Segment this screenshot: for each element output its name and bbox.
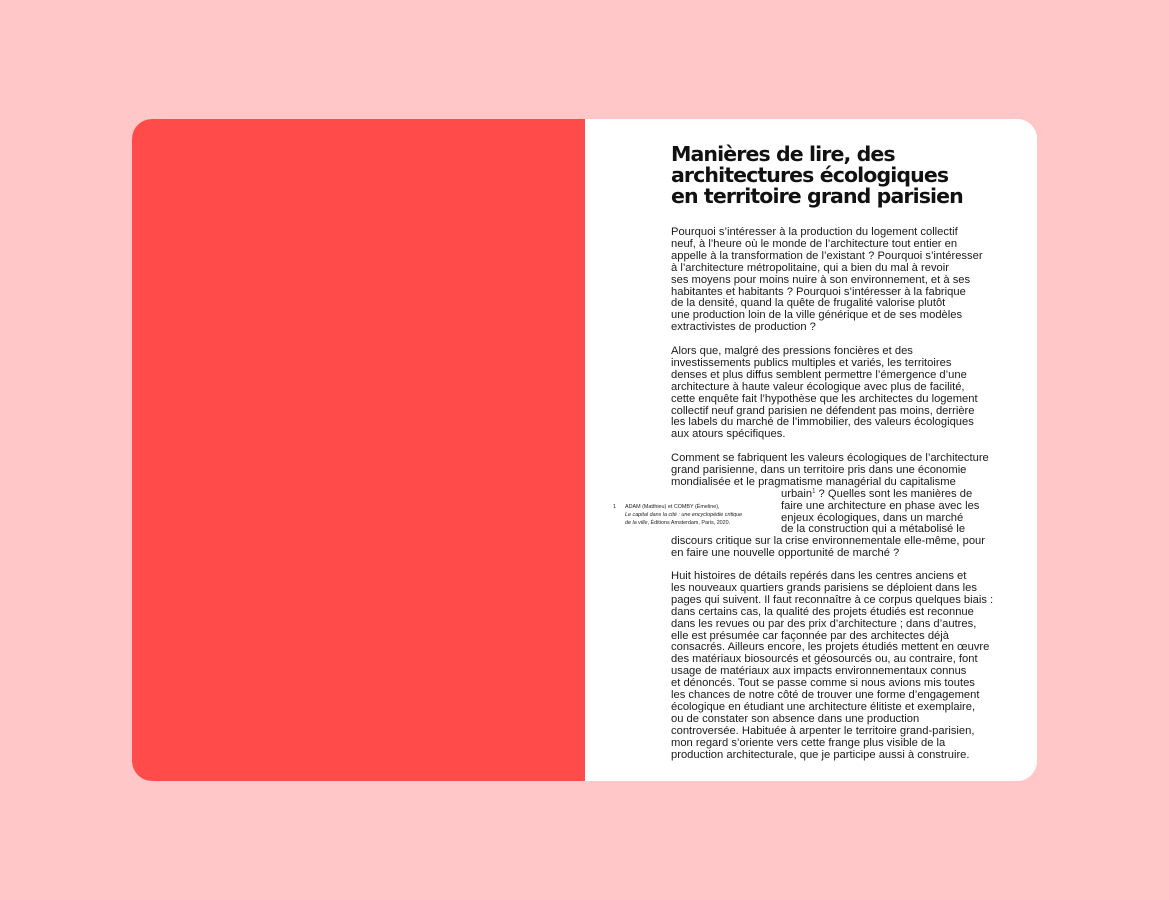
text-line: dans les revues ou par des prix d’architecture ; dans d’autres, — [671, 617, 977, 630]
text-line: appelle à la transformation de l’existant ? Pourquoi s’intéresser — [671, 249, 983, 262]
text-line: usage de matériaux aux impacts environnementaux connus — [671, 665, 967, 678]
text-line: denses et plus diffus semblent permettre l’émergence d’une — [671, 368, 967, 381]
text-line: une production loin de la ville générique et de ses modèles — [671, 309, 963, 322]
text-line: aux atours spécifiques. — [671, 428, 786, 441]
footnote-number: 1 — [613, 504, 616, 510]
footnote-body — [625, 503, 775, 527]
paragraph-2 — [671, 346, 978, 441]
text-line: de la densité, quand la quête de frugalité valorise plutôt — [671, 297, 946, 310]
text-line: habitantes et habitants ? Pourquoi s’intéresser à la fabrique — [671, 285, 966, 298]
title-line: en territoire grand parisien — [671, 184, 963, 208]
text-line: consacrés. Ailleurs encore, les projets étudiés mettent en œuvre — [671, 641, 990, 654]
text-line: production architecturale, que je participe aussi à construire. — [671, 748, 970, 761]
text-line: extractivistes de production ? — [671, 321, 816, 334]
text-line: discours critique sur la crise environnementale elle-même, pour — [671, 535, 986, 548]
chapter-title — [671, 144, 1011, 207]
text-line: ou de constater son absence dans une production — [671, 712, 920, 725]
text-fragment: ? Quelles sont les manières de — [815, 487, 973, 500]
text-line: controversée. Habituée à arpenter le territoire grand-parisien, — [671, 724, 975, 737]
footnote-fragment: , Éditions Amsterdam, Paris, 2020. — [647, 520, 731, 526]
text-line: dans certains cas, la qualité des projets étudiés est reconnue — [671, 605, 974, 618]
text-line: Comment se fabriquent les valeurs écologiques de l’architecture — [671, 452, 989, 464]
text-fragment: urbain — [781, 487, 813, 500]
paragraph-1 — [671, 227, 983, 334]
text-line: Alors que, malgré des pressions foncières et des — [671, 345, 913, 357]
title-line: architectures écologiques — [671, 163, 949, 187]
text-line: elle est présumée car façonnée par des architectes déjà — [671, 629, 949, 642]
footnote-line — [625, 519, 775, 527]
text-line: Huit histoires de détails repérés dans les centres anciens et — [671, 570, 967, 582]
text-line: enjeux écologiques, dans un marché — [781, 511, 964, 524]
text-line: écologique en étudiant une architecture élitiste et exemplaire, — [671, 700, 976, 713]
text-line: à l’architecture métropolitaine, qui a bien du mal à revoir — [671, 261, 949, 274]
text-line: mon regard s’oriente vers cette frange plus visible de la — [671, 736, 946, 749]
text-line-with-note — [671, 489, 989, 501]
text-line: investissements publics multiples et variés, les territoires — [671, 356, 952, 369]
text-line: des matériaux biosourcés et géosourcés ou, au contraire, font — [671, 653, 978, 666]
text-line: ses moyens pour moins nuire à son environnement, et à ses — [671, 273, 971, 286]
book-spread — [132, 119, 1037, 781]
text-line: les chances de notre côté de trouver une forme d’engagement — [671, 689, 980, 702]
footnote-line: ADAM (Matthieu) et COMBY (Émeline), — [625, 504, 720, 510]
footnote-reference[interactable]: 1 — [812, 487, 816, 494]
title-line: Manières de lire, des — [671, 142, 895, 166]
text-line: les labels du marché de l’immobilier, des valeurs écologiques — [671, 416, 974, 429]
left-page-red — [132, 119, 585, 781]
text-line: et dénoncés. Tout se passe comme si nous avions mis toutes — [671, 677, 975, 690]
text-line: en faire une nouvelle opportunité de marché ? — [671, 547, 900, 560]
text-line: neuf, à l’heure où le monde de l’architecture tout entier en — [671, 237, 958, 250]
footnote-fragment: de la ville — [625, 520, 648, 526]
text-line: Pourquoi s’intéresser à la production du logement collectif — [671, 226, 958, 238]
text-line: collectif neuf grand parisien ne défendent pas moins, derrière — [671, 404, 975, 417]
text-line: faire une architecture en phase avec les — [781, 499, 980, 512]
footnote-line: Le capital dans la cité : une encyclopédie critique — [625, 512, 743, 518]
paragraph-4 — [671, 571, 993, 762]
text-line: mondialisée et le pragmatisme managérial du capitalisme — [671, 475, 956, 488]
text-line: cette enquête fait l’hypothèse que les architectes du logement — [671, 392, 978, 405]
text-line: les nouveaux quartiers grands parisiens se déploient dans les — [671, 581, 977, 594]
text-line: de la construction qui a métabolisé le — [781, 523, 966, 536]
text-line: grand parisienne, dans un territoire pris dans une économie — [671, 463, 967, 476]
text-line: architecture à haute valeur écologique avec plus de facilité, — [671, 380, 965, 393]
text-line: pages qui suivent. Il faut reconnaître à ce corpus quelques biais : — [671, 593, 994, 606]
